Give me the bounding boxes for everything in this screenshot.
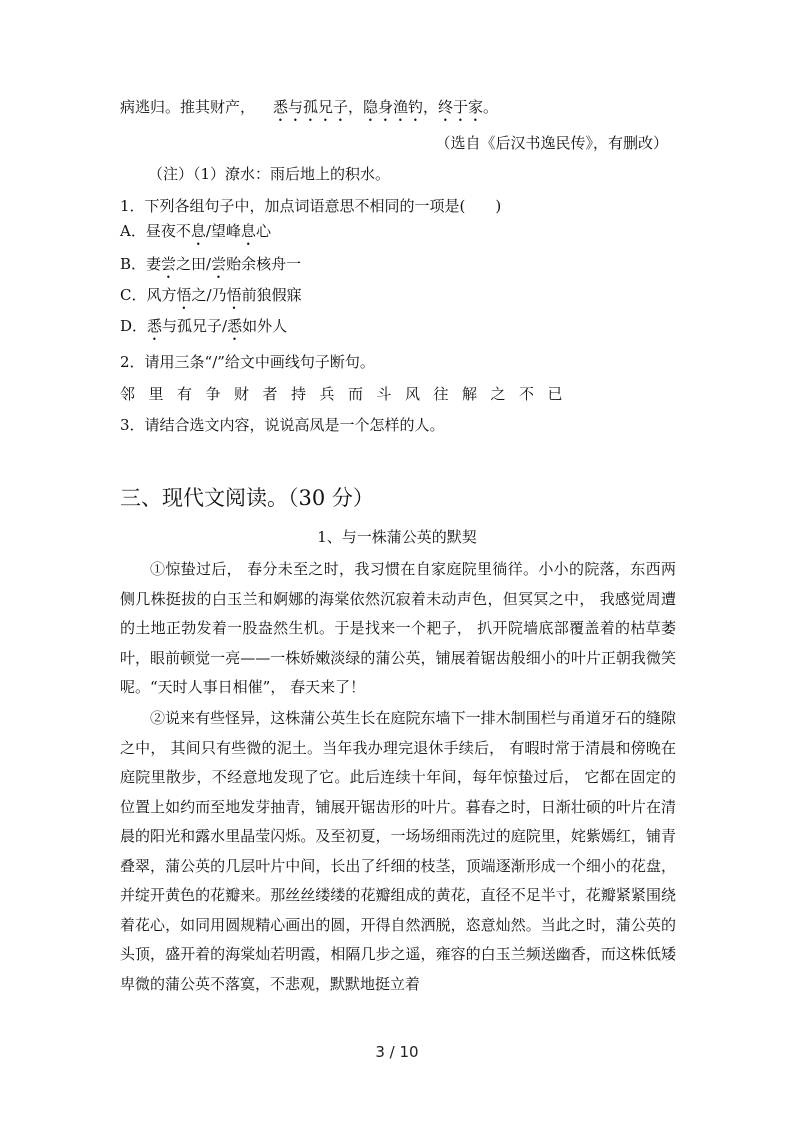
question-1: 1．下列各组句子中，加点词语意思不相同的一项是( ) xyxy=(120,197,502,215)
option-text: 之/乃 xyxy=(191,286,227,304)
dotted-word: 尝 xyxy=(161,255,177,273)
dotted-word: 息 xyxy=(240,222,256,240)
option-text: 之田/ xyxy=(176,255,212,273)
dotted-word: 悟 xyxy=(176,286,192,304)
dotted-word: 尝 xyxy=(211,255,227,273)
paragraph-2: ②说来有些怪异，这株蒲公英生长在庭院东墙下一排木制围栏与甬道牙石的缝隙之中， 其间只有些微的泥土。当年我办理完退休手续后， 有暇时常于清晨和傍晚在庭院里散步，不经意地发现了它。此后连续十年间，每年惊蛰过后， 它都在固定的位置上如约而至地发芽抽青，铺展开锯齿形的叶片。暮春之时，日渐壮硕的叶片在清晨的阳光和露水里晶莹闪烁。及至初夏，一场场细雨洗过的庭院里，姹紫嫣红，铺青叠翠，蒲公英的几层叶片中间，长出了纤细的枝茎，顶端逐渐形成一个细小的花盘，并绽开黄色的花瓣来。那丝丝缕缕的花瓣组成的黄花，直径不足半寸，花瓣紧紧围绕着花心，如同用圆规精心画出的圆，开得自然洒脱，恣意灿然。当此之时，蒲公英的头顶，盛开着的海棠灿若明霞，相隔几步之遥，雍容的白玉兰频送幽香，而这株低矮卑微的蒲公英不落寞，不悲观，默默地挺立着 xyxy=(120,709,676,993)
text-fragment: 病逃归。推其财产， xyxy=(120,98,256,116)
option-text: 贻余核舟一 xyxy=(226,255,302,273)
question-2: 2．请用三条“/”给文中画线句子断句。 xyxy=(120,353,375,371)
page-number: 3 / 10 xyxy=(375,1043,419,1061)
question-2-text: 邻里有争财者持兵而斗风往解之不已 xyxy=(120,385,577,403)
section-heading: 三、现代文阅读。（30 分） xyxy=(120,486,374,510)
option-text: 前狼假寐 xyxy=(241,286,302,304)
option-text: C．风方 xyxy=(120,286,177,304)
option-c xyxy=(120,285,302,313)
dotted-word: 悟 xyxy=(226,286,242,304)
option-text: 如外人 xyxy=(242,317,288,335)
source-citation: （选自《后汉书逸民传》，有删改） xyxy=(435,134,668,152)
option-text: B．妻 xyxy=(120,255,162,273)
option-text: D． xyxy=(120,317,148,335)
text-fragment: 悉与孤兄子，隐身渔钓，终于家。 xyxy=(273,98,499,116)
footnote: （注）（1）潦水：雨后地上的积水。 xyxy=(148,165,391,183)
option-text: A．昼夜不 xyxy=(120,222,191,240)
option-b xyxy=(120,254,301,282)
option-text: /望峰 xyxy=(205,222,241,240)
question-3: 3．请结合选文内容，说说高凤是一个怎样的人。 xyxy=(120,416,445,434)
dotted-word: 悉 xyxy=(147,317,163,335)
option-d xyxy=(120,316,287,344)
article-title: 1、与一株蒲公英的默契 xyxy=(317,528,477,546)
dotted-word: 息 xyxy=(190,222,206,240)
text-line xyxy=(120,97,498,125)
option-a xyxy=(120,221,271,249)
dotted-word: 悉 xyxy=(227,317,243,335)
option-text: 与孤兄子/ xyxy=(162,317,228,335)
paragraph-1: ①惊蛰过后， 春分未至之时，我习惯在自家庭院里徜徉。小小的院落，东西两侧几株挺拔的白玉兰和婀娜的海棠依然沉寂着未动声色，但冥冥之中， 我感觉周遭的土地正勃发着一股盎然生机。于是找来一个耙子， 扒开院墙底部覆盖着的枯草萎叶，眼前顿觉一亮——一株娇嫩淡绿的蒲公英，铺展着锯齿般细小的叶片正朝我微笑呢。“天时人事日相催”， 春天来了！ xyxy=(120,560,676,696)
option-text: 心 xyxy=(255,222,271,240)
